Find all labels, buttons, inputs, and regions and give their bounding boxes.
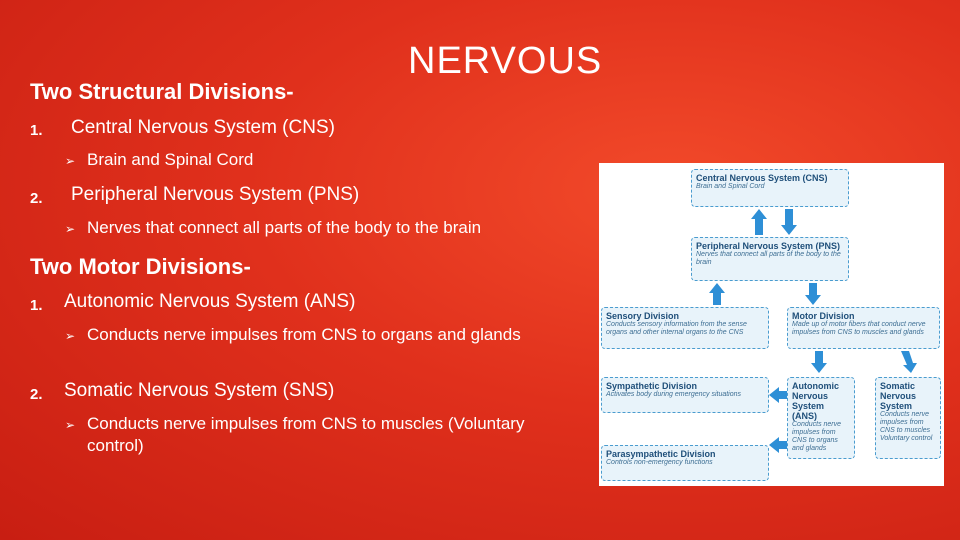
up-arrow-icon [709,283,725,305]
left-arrow-icon [769,437,787,453]
structural-item-2-label: Peripheral Nervous System (PNS) [71,184,360,205]
box-cns [691,169,849,207]
structural-item-1-sub: Brain and Spinal Cord [87,150,254,169]
box-sympathetic-desc: Activates body during emergency situations [606,391,742,398]
box-ans-title: Autonomic Nervous System (ANS) [792,381,839,421]
down-arrow-icon [805,283,821,305]
motor-item-2-label: Somatic Nervous System (SNS) [64,380,335,401]
box-parasympathetic-desc: Controls non-emergency functions [606,459,713,466]
motor-item-1-label: Autonomic Nervous System (ANS) [64,291,356,312]
up-arrow-icon [751,209,767,235]
arrow-ans-to-sympathetic [769,387,787,403]
down-arrow-icon [811,351,827,373]
slide-title: NERVOUS [408,40,603,82]
arrows-cns-pns [751,207,801,237]
motor-item-2-sub: Conducts nerve impulses from CNS to muscles (Voluntary control) [87,414,525,455]
box-ans [787,377,855,459]
down-arrow-icon [781,209,797,235]
down-arrow-icon [901,351,917,373]
box-sympathetic-title: Sympathetic Division [606,381,698,391]
bullet-arrow-icon: ➢ [65,418,76,432]
motor-item-1-sub: Conducts nerve impulses from CNS to organs and glands [87,325,521,344]
box-sns-title: Somatic Nervous System [880,381,917,411]
arrow-to-sensory [709,281,725,307]
bullet-arrow-icon: ➢ [65,154,76,168]
structural-item-1-label: Central Nervous System (CNS) [71,117,335,138]
box-cns-desc: Brain and Spinal Cord [696,183,765,190]
box-motor-title: Motor Division [792,311,855,321]
arrow-to-ans [811,349,827,375]
left-arrow-icon [769,387,787,403]
box-parasympathetic-title: Parasympathetic Division [606,449,716,459]
structural-item-2-sub: Nerves that connect all parts of the body to the brain [87,218,482,237]
structural-item-1-number: 1. [30,122,43,139]
box-sensory [601,307,769,349]
box-sns-desc: Conducts nerve impulses from CNS to muscles Voluntary control [880,411,933,442]
box-pns-desc: Nerves that connect all parts of the body to the brain [696,251,841,266]
nervous-system-diagram [599,163,944,486]
bullet-arrow-icon: ➢ [65,222,76,236]
box-pns-title: Peripheral Nervous System (PNS) [696,241,841,251]
motor-heading: Two Motor Divisions- [30,254,251,279]
box-sensory-desc: Conducts sensory information from the sense organs and other internal organs to the CNS [606,321,747,336]
box-pns [691,237,849,281]
structural-heading: Two Structural Divisions- [30,79,294,104]
arrow-to-motor [805,281,821,307]
box-sympathetic [601,377,769,413]
box-parasympathetic [601,445,769,481]
box-sns [875,377,941,459]
bullet-arrow-icon: ➢ [65,329,76,343]
structural-item-2-number: 2. [30,190,43,207]
motor-item-2-number: 2. [30,386,43,403]
box-motor-desc: Made up of motor fibers that conduct nerve impulses from CNS to muscles and glands [792,321,926,336]
arrow-ans-to-parasympathetic [769,437,787,453]
box-motor [787,307,940,349]
motor-item-1-number: 1. [30,297,43,314]
box-cns-title: Central Nervous System (CNS) [696,173,828,183]
box-sensory-title: Sensory Division [606,311,680,321]
box-ans-desc: Conducts nerve impulses from CNS to organs and glands [792,421,842,452]
arrow-to-sns [899,349,919,375]
